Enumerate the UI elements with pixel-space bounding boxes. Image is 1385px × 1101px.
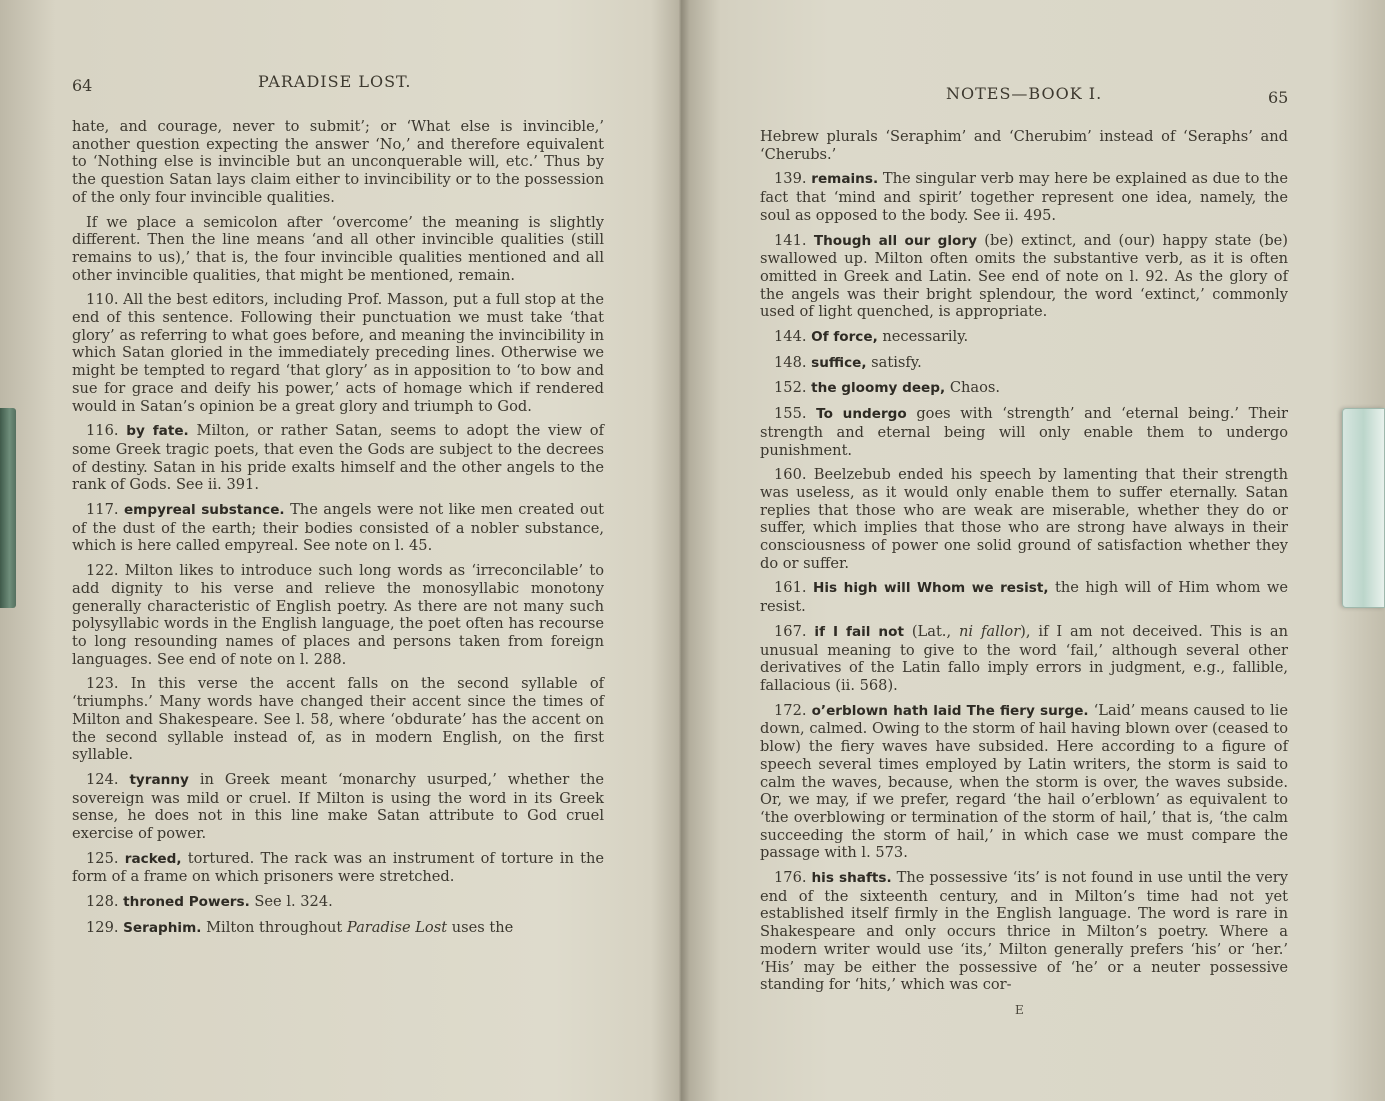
page-number: 65 (1268, 88, 1289, 107)
text-column (72, 118, 604, 945)
note-term: empyreal substance. (123, 502, 285, 519)
note-text: The singular verb may here be explained as due to the fact that ‘mind and spirit’ together represent one idea, namely, the soul as opposed to the body. See ii. 495. (760, 170, 1289, 224)
note-term: o’erblown hath laid The fiery surge. (811, 702, 1089, 719)
note-term: suffice, (811, 354, 867, 371)
note (72, 919, 604, 938)
note-text: Milton likes to introduce such long words as ‘irreconcilable’ to add dignity to his verse and relieve the monosyllabic monotony generally characteristic of English poetry. As there are not many such polysyllabic words in the English language, the poet often has recourse to long resounding names of places and persons taken from foreign languages. See end of note on l. 288. (72, 562, 604, 668)
note-number: 152. (774, 379, 807, 397)
note-term: tyranny (129, 771, 189, 788)
note-term: his shafts. (811, 870, 892, 887)
note-term: throned Powers. (123, 894, 250, 911)
note-text: See l. 324. (254, 893, 333, 911)
page-number: 64 (72, 76, 93, 95)
note (72, 675, 604, 764)
left-page (0, 0, 680, 1101)
paragraph: 110. All the best editors, including Prof. Masson, put a full stop at the end of this sentence. Following their punctuation we must take ‘that glory’ as referring to what goes before, and meaning the invincibility in which Satan gloried in the immediately preceding lines. Otherwise we might be tempted to regard ‘that glory’ as in apposition to ‘to bow and sue for grace and deify his power,’ acts of homage which if rendered would in Satan’s opinion be a great glory and triumph to God. (72, 291, 604, 415)
note (760, 702, 1288, 862)
note (760, 869, 1288, 994)
note (760, 623, 1288, 695)
note (760, 579, 1288, 615)
note-number: 144. (774, 328, 807, 346)
note-text-after: ), if I am not deceived. This is an unusual meaning to give to the word ‘fail,’ although several other derivatives of the Latin fallo imply errors in judgment, e.g., fallible, fallacious (ii. 568). (760, 622, 1289, 694)
note (72, 850, 604, 886)
note (760, 354, 1288, 373)
note (760, 232, 1288, 322)
note-text: (be) extinct, and (our) happy state (be) swallowed up. Milton often omits the substantive verb, as it is often omitted in Greek and Latin. See end of note on l. 92. As the glory of the angels was their bright splendour, the word ‘extinct,’ commonly used of light quenched, is appropriate. (760, 231, 1289, 321)
note-text: Milton, or rather Satan, seems to adopt the view of some Greek tragic poets, that even the Gods are subject to the decrees of destiny. Satan in his pride exalts himself and the other angels to the rank of Gods. See ii. 391. (72, 422, 604, 494)
note-text: Beelzebub ended his speech by lamenting that their strength was useless, as it would only enable them to suffer eternally. Satan replies that those who are weak are miserable, whether they do or suffer, which implies that those who are strong have always in their consciousness of power one solid ground of satisfaction whether they do or suffer. (760, 466, 1289, 572)
note-text: The possessive ‘its’ is not found in use until the very end of the sixteenth century, and in Milton’s time had not yet established itself firmly in the English language. The word is rare in Shakespeare and only occurs thrice in Milton’s poetry. Where a modern writer would use ‘its,’ Milton generally prefers ‘his’ or ‘her.’ ‘His’ may be either the possessive of ‘he’ or a neuter possessive standing for ‘hits,’ which was cor- (760, 869, 1288, 994)
note-text: (Lat., (911, 622, 952, 640)
paragraph: hate, and courage, never to submit’; or ‘What else is invincible,’ another question expecting the answer ‘No,’ and therefore equivalent to ‘Nothing else is invincible but an unconquerable will, etc.’ Thus by the question Satan lays claim either to invincibility or to the possession of the only four invincible qualities. (72, 118, 604, 206)
note-text: Chaos. (949, 379, 1000, 397)
paragraph: Hebrew plurals ‘Seraphim’ and ‘Cherubim’ instead of ‘Seraphs’ and ‘Cherubs.’ (760, 128, 1288, 163)
note-number: 124. (86, 770, 119, 788)
note (760, 466, 1288, 572)
running-head: NOTES—BOOK I. (946, 84, 1103, 103)
note-number: 148. (774, 353, 807, 371)
right-page (680, 0, 1385, 1101)
note-number: 161. (774, 579, 807, 597)
note-term: Though all our glory (813, 232, 977, 249)
note-italic: ni fallor (959, 622, 1021, 640)
note-number: 129. (86, 918, 119, 936)
note-number: 123. (86, 675, 119, 693)
note-number: 139. (774, 170, 807, 188)
text-column (760, 128, 1288, 1001)
note-term: by fate. (126, 423, 189, 440)
note-number: 117. (86, 501, 119, 519)
note-text: In this verse the accent falls on the second syllable of ‘triumphs.’ Many words have changed their accent since the times of Milton and Shakespeare. See l. 58, where ‘obdurate’ has the accent on the second syllable instead of, as in modern English, on the first syllable. (72, 675, 605, 764)
note-number: 167. (774, 622, 807, 640)
note-text: necessarily. (882, 328, 969, 346)
note (760, 328, 1288, 347)
note-term: Of force, (811, 329, 878, 346)
note-number: 141. (774, 231, 807, 249)
note-italic: Paradise Lost (346, 918, 448, 936)
note-term: To undergo (816, 406, 907, 423)
paragraph: If we place a semicolon after ‘overcome’ the meaning is slightly different. Then the line means ‘and all other invincible qualities (still remains to us),’ that is, the four invincible qualities mentioned and all other invincible qualities, that might be mentioned, remain. (72, 213, 604, 284)
note-text: tortured. The rack was an instrument of torture in the form of a frame on which prisoners were stretched. (72, 849, 605, 886)
note (72, 771, 604, 843)
note-term: if I fail not (814, 623, 904, 640)
note-number: 122. (86, 562, 119, 580)
note-number: 172. (774, 701, 807, 719)
note-text: The angels were not like men created out of the dust of the earth; their bodies consisted of a nobler substance, which is here called empyreal. See note on l. 45. (72, 501, 605, 555)
note-text: the high will of Him whom we resist. (760, 579, 1288, 616)
note (72, 893, 604, 912)
note-number: 176. (774, 869, 807, 887)
note-number: 116. (86, 422, 119, 440)
note-term: racked, (124, 850, 182, 867)
running-head: PARADISE LOST. (258, 72, 412, 91)
note (760, 379, 1288, 398)
note-term: Seraphim. (123, 919, 202, 936)
note-text: ‘Laid’ means caused to lie down, calmed. Owing to the storm of hail having blown over (ceased to blow) the fiery waves have subsided. Here according to a figure of speech several times employed by Latin writers, the storm is said to calm the waves, because, when the storm is over, the waves subside. Or, we may, if we prefer, regard ‘the hail o’erblown’ as equivalent to ‘the overblowing or termination of the storm of hail,’ that is, ‘the calm succeeding the storm of hail,’ in which case we must compare the passage with l. 573. (760, 701, 1288, 862)
note-text-after: uses the (451, 918, 514, 936)
note-number: 155. (774, 405, 807, 423)
note-term: the gloomy deep, (811, 380, 946, 397)
note (72, 501, 604, 555)
note (760, 405, 1288, 459)
signature-mark: E (1015, 1003, 1024, 1017)
note-text: goes with ‘strength’ and ‘eternal being.’ Their strength and eternal being will only enable them to undergo punishment. (760, 405, 1288, 459)
note-term: His high will Whom we resist, (812, 580, 1049, 597)
note-number: 128. (86, 893, 119, 911)
note-text: Milton throughout (206, 918, 343, 936)
note-term: remains. (811, 171, 879, 188)
note-text: satisfy. (871, 353, 922, 371)
bookmark-tab-right (1342, 408, 1385, 608)
note (72, 562, 604, 668)
note (72, 422, 604, 494)
note-number: 160. (774, 466, 807, 484)
note-number: 125. (86, 849, 119, 867)
note-text: in Greek meant ‘monarchy usurped,’ whether the sovereign was mild or cruel. If Milton is using the word in its Greek sense, he does not in this line make Satan attribute to God cruel exercise of power. (72, 770, 604, 843)
note (760, 170, 1288, 224)
